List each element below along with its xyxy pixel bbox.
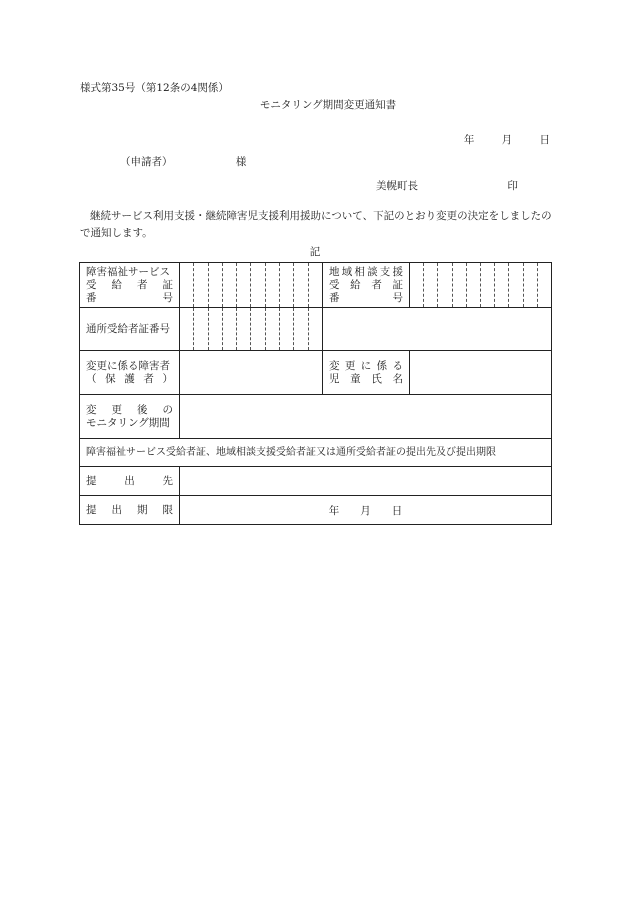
label-line: 変更に係る障害者 <box>86 359 170 372</box>
form-number: 様式第35号（第12条の4関係） <box>80 82 229 94</box>
submission-heading: 障害福祉サービス受給者証、地域相談支援受給者証又は通所受給者証の提出先及び提出期限 <box>80 439 552 467</box>
recipient-line <box>120 154 246 169</box>
seal-mark: 印 <box>507 180 518 192</box>
label-line: 児 童 氏 名 <box>329 372 403 385</box>
day-service-cert-label: 通所受給者証番号 <box>80 308 180 351</box>
notice-form-table <box>79 262 552 525</box>
issue-date <box>440 132 550 147</box>
table-row <box>80 467 552 496</box>
consult-cert-number-field[interactable] <box>410 263 552 308</box>
submission-destination-label: 提 出 先 <box>80 467 180 496</box>
submission-deadline-field[interactable]: 年 月 日 <box>180 496 552 525</box>
label-line: 受 給 者 証 <box>329 278 403 291</box>
table-row <box>80 496 552 525</box>
day-service-blank <box>323 308 552 351</box>
child-name-field[interactable] <box>410 351 552 395</box>
day-label: 日 <box>539 134 550 146</box>
monitoring-period-label <box>80 395 180 439</box>
guardian-name-field[interactable] <box>180 351 323 395</box>
submission-destination-field[interactable] <box>180 467 552 496</box>
submission-deadline-label: 提 出 期 限 <box>80 496 180 525</box>
day-service-cert-number-field[interactable] <box>180 308 323 351</box>
honorific: 様 <box>235 156 247 168</box>
label-line: 障害福祉サービス <box>86 265 170 278</box>
applicant-label: （申請者） <box>120 156 173 168</box>
label-line: 変 更 後 の <box>86 403 173 416</box>
welfare-cert-number-field[interactable] <box>180 263 323 308</box>
monitoring-period-field[interactable] <box>180 395 552 439</box>
table-row <box>80 308 552 351</box>
welfare-cert-label <box>80 263 180 308</box>
table-row <box>80 263 552 308</box>
document-title: モニタリング期間変更通知書 <box>259 99 397 111</box>
label-line: 番 号 <box>329 291 403 304</box>
label-line: 地 域 相 談 支 援 <box>329 265 403 278</box>
child-name-label <box>323 351 410 395</box>
label-line: （ 保 護 者 ） <box>86 372 173 385</box>
issuer-line <box>376 178 518 193</box>
year-label: 年 <box>463 134 475 146</box>
ki-heading: 記 <box>309 246 321 258</box>
guardian-label <box>80 351 180 395</box>
label-line: 番 号 <box>86 291 173 304</box>
label-line: 変 更 に 係 る <box>329 359 403 372</box>
notice-body: 継続サービス利用支援・継続障害児支援利用援助について、下記のとおり変更の決定をしましたので通知します。 <box>80 210 552 239</box>
table-row <box>80 439 552 467</box>
table-row <box>80 351 552 395</box>
table-row <box>80 395 552 439</box>
label-line: モニタリング期間 <box>86 416 170 429</box>
consult-cert-label <box>323 263 410 308</box>
issuer-name: 美幌町長 <box>376 180 418 192</box>
month-label: 月 <box>501 134 513 146</box>
label-line: 受 給 者 証 <box>86 278 173 291</box>
